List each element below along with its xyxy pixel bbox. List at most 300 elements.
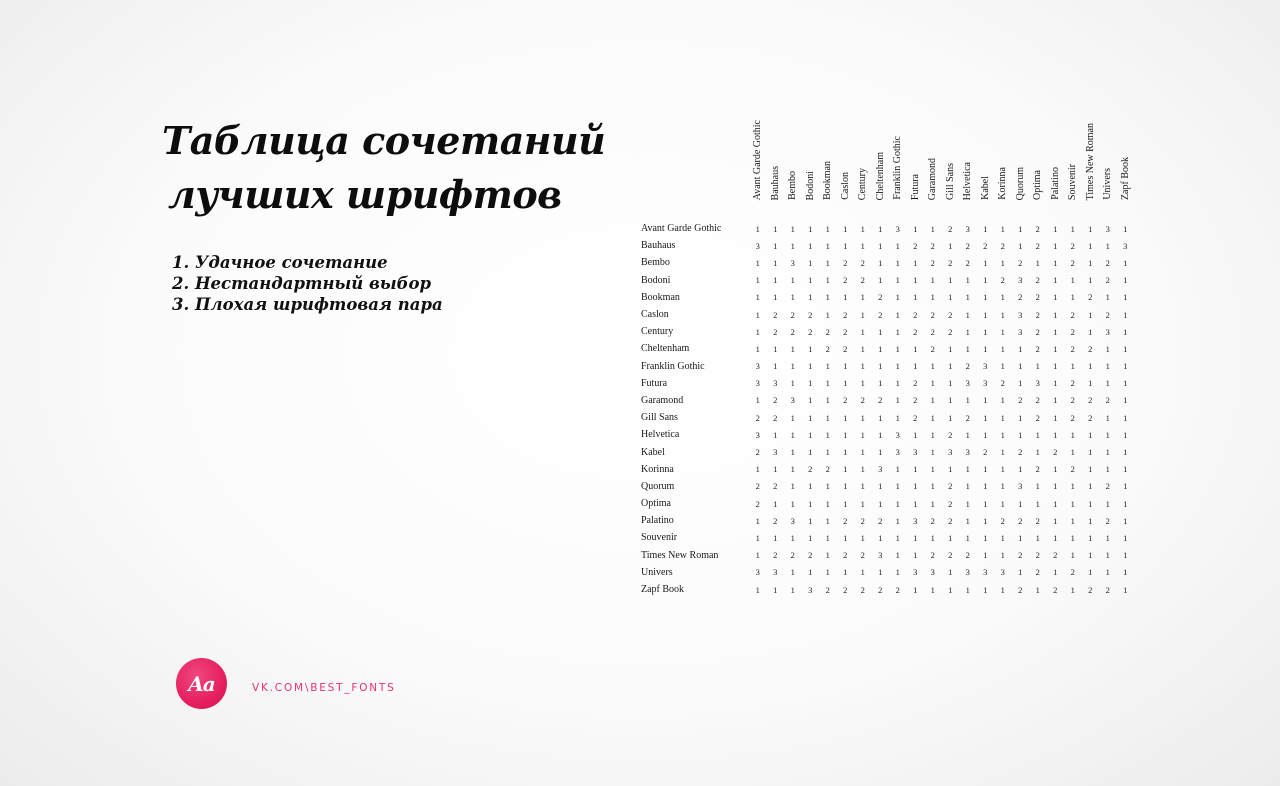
pair-score-cell: 3 <box>1105 326 1110 337</box>
pair-score-cell: 2 <box>755 447 760 458</box>
pair-score-cell: 2 <box>825 584 830 595</box>
pair-score-cell: 2 <box>1018 584 1023 595</box>
row-header: Futura <box>641 377 668 389</box>
pair-score-cell: 1 <box>948 464 953 475</box>
pair-score-cell: 2 <box>1035 464 1040 475</box>
pair-score-cell: 2 <box>930 343 935 354</box>
pair-score-cell: 3 <box>773 447 778 458</box>
pair-score-cell: 2 <box>913 395 918 406</box>
pair-score-cell: 3 <box>895 429 900 440</box>
table-row <box>638 358 1134 375</box>
pair-score-cell: 2 <box>913 309 918 320</box>
pair-score-cell: 1 <box>773 429 778 440</box>
table-row <box>638 478 1134 495</box>
pair-score-cell: 1 <box>895 257 900 268</box>
table-row <box>638 375 1134 392</box>
pair-score-cell: 2 <box>1105 395 1110 406</box>
pair-score-cell: 1 <box>878 223 883 234</box>
pair-score-cell: 1 <box>1053 292 1058 303</box>
pair-score-cell: 1 <box>790 464 795 475</box>
column-header <box>749 116 767 220</box>
pair-score-cell: 2 <box>1035 309 1040 320</box>
pair-score-cell: 3 <box>1018 275 1023 286</box>
row-header: Avant Garde Gothic <box>641 223 722 235</box>
pair-score-cell: 1 <box>1070 275 1075 286</box>
pair-score-cell: 1 <box>825 257 830 268</box>
row-header: Helvetica <box>641 429 680 441</box>
pair-score-cell: 1 <box>1105 532 1110 543</box>
pair-score-cell: 1 <box>1053 395 1058 406</box>
pair-score-cell: 1 <box>843 240 848 251</box>
pair-score-cell: 1 <box>895 567 900 578</box>
pair-score-cell: 1 <box>913 481 918 492</box>
column-header-label: Avant Garde Gothic <box>752 119 764 200</box>
column-header-label: Gill Sans <box>944 163 956 200</box>
pair-score-cell: 1 <box>878 275 883 286</box>
pair-score-cell: 1 <box>913 343 918 354</box>
pair-score-cell: 3 <box>930 567 935 578</box>
pair-score-cell: 1 <box>913 257 918 268</box>
column-header <box>872 116 890 220</box>
pair-score-cell: 1 <box>790 378 795 389</box>
pair-score-cell: 1 <box>808 257 813 268</box>
pair-score-cell: 1 <box>913 532 918 543</box>
pair-score-cell: 1 <box>755 275 760 286</box>
pair-score-cell: 2 <box>948 326 953 337</box>
column-header-label: Futura <box>909 173 921 200</box>
pair-score-cell: 2 <box>1018 550 1023 561</box>
pair-score-cell: 1 <box>878 567 883 578</box>
pair-score-cell: 2 <box>965 240 970 251</box>
pair-score-cell: 1 <box>895 481 900 492</box>
pair-score-cell: 2 <box>1035 567 1040 578</box>
pair-score-cell: 1 <box>930 395 935 406</box>
pair-score-cell: 1 <box>825 292 830 303</box>
row-header: Palatino <box>641 515 674 527</box>
pair-score-cell: 1 <box>983 532 988 543</box>
column-header <box>942 116 960 220</box>
table-row <box>638 564 1134 581</box>
pair-score-cell: 3 <box>913 515 918 526</box>
column-header-label: Kabel <box>979 176 991 200</box>
pair-score-cell: 1 <box>983 584 988 595</box>
pair-score-cell: 1 <box>1018 429 1023 440</box>
pair-score-cell: 1 <box>1123 395 1128 406</box>
pair-score-cell: 1 <box>930 584 935 595</box>
pair-score-cell: 1 <box>965 395 970 406</box>
pair-score-cell: 1 <box>1053 309 1058 320</box>
pair-score-cell: 2 <box>1088 292 1093 303</box>
pair-score-cell: 1 <box>1123 309 1128 320</box>
pair-score-cell: 1 <box>860 498 865 509</box>
pair-score-cell: 3 <box>755 361 760 372</box>
pair-score-cell: 1 <box>1053 361 1058 372</box>
pair-score-cell: 2 <box>773 309 778 320</box>
pair-score-cell: 1 <box>1070 447 1075 458</box>
pair-score-cell: 2 <box>948 223 953 234</box>
pair-score-cell: 1 <box>1070 532 1075 543</box>
pair-score-cell: 1 <box>1105 464 1110 475</box>
pair-score-cell: 1 <box>1123 378 1128 389</box>
table-row <box>638 340 1134 357</box>
pair-score-cell: 1 <box>755 292 760 303</box>
pair-score-cell: 1 <box>843 361 848 372</box>
pair-score-cell: 1 <box>790 584 795 595</box>
pair-score-cell: 1 <box>965 515 970 526</box>
pair-score-cell: 1 <box>755 395 760 406</box>
pair-score-cell: 1 <box>1053 343 1058 354</box>
pair-score-cell: 3 <box>983 567 988 578</box>
pair-score-cell: 1 <box>1035 429 1040 440</box>
pair-score-cell: 2 <box>825 326 830 337</box>
column-header <box>1099 116 1117 220</box>
pair-score-cell: 1 <box>808 240 813 251</box>
legend-list <box>172 252 443 315</box>
pair-score-cell: 1 <box>1088 429 1093 440</box>
row-header: Bookman <box>641 291 680 303</box>
pair-score-cell: 1 <box>983 395 988 406</box>
pair-score-cell: 2 <box>878 584 883 595</box>
column-header <box>994 116 1012 220</box>
column-header-label: Helvetica <box>962 161 974 200</box>
pair-score-cell: 1 <box>1000 464 1005 475</box>
pair-score-cell: 1 <box>860 412 865 423</box>
pair-score-cell: 1 <box>930 429 935 440</box>
pair-score-cell: 3 <box>790 515 795 526</box>
pair-score-cell: 2 <box>930 309 935 320</box>
pair-score-cell: 1 <box>1018 223 1023 234</box>
pair-score-cell: 2 <box>755 412 760 423</box>
pair-score-cell: 1 <box>965 292 970 303</box>
pair-score-cell: 3 <box>1105 223 1110 234</box>
pair-score-cell: 1 <box>1035 532 1040 543</box>
pair-score-cell: 1 <box>825 567 830 578</box>
pair-score-cell: 1 <box>843 447 848 458</box>
pair-score-cell: 2 <box>1070 412 1075 423</box>
pair-score-cell: 1 <box>1088 257 1093 268</box>
row-header: Bembo <box>641 257 670 269</box>
pair-score-cell: 3 <box>878 464 883 475</box>
pair-score-cell: 2 <box>843 257 848 268</box>
table-row <box>638 443 1134 460</box>
pair-score-cell: 1 <box>860 361 865 372</box>
pair-score-cell: 1 <box>930 223 935 234</box>
row-header: Franklin Gothic <box>641 360 705 372</box>
pair-score-cell: 3 <box>913 447 918 458</box>
pair-score-cell: 2 <box>1088 395 1093 406</box>
pair-score-cell: 2 <box>965 550 970 561</box>
row-header: Bodoni <box>641 274 671 286</box>
pair-score-cell: 2 <box>1105 309 1110 320</box>
pair-score-cell: 1 <box>825 361 830 372</box>
pair-score-cell: 3 <box>895 447 900 458</box>
pair-score-cell: 1 <box>983 309 988 320</box>
pair-score-cell: 1 <box>808 395 813 406</box>
pair-score-cell: 3 <box>1035 378 1040 389</box>
pair-score-cell: 1 <box>1123 532 1128 543</box>
pair-score-cell: 2 <box>983 240 988 251</box>
pair-score-cell: 2 <box>773 395 778 406</box>
pair-score-cell: 1 <box>1053 378 1058 389</box>
pair-score-cell: 1 <box>1053 515 1058 526</box>
pair-score-cell: 1 <box>913 275 918 286</box>
column-header-label: Times New Roman <box>1084 122 1096 200</box>
pair-score-cell: 1 <box>773 584 778 595</box>
pair-score-cell: 2 <box>1070 240 1075 251</box>
pair-score-cell: 1 <box>983 481 988 492</box>
pair-score-cell: 3 <box>1123 240 1128 251</box>
pair-score-cell: 1 <box>1105 567 1110 578</box>
pair-score-cell: 2 <box>930 550 935 561</box>
table-row <box>638 512 1134 529</box>
pair-score-cell: 1 <box>755 550 760 561</box>
table-header-row <box>638 116 1134 220</box>
pair-score-cell: 1 <box>948 292 953 303</box>
pair-score-cell: 1 <box>1053 223 1058 234</box>
pair-score-cell: 1 <box>825 429 830 440</box>
column-header <box>1012 116 1030 220</box>
pair-score-cell: 1 <box>825 395 830 406</box>
pair-score-cell: 1 <box>930 481 935 492</box>
pair-score-cell: 2 <box>843 515 848 526</box>
pair-score-cell: 2 <box>878 309 883 320</box>
pair-score-cell: 2 <box>773 550 778 561</box>
pair-score-cell: 2 <box>913 378 918 389</box>
pair-score-cell: 1 <box>808 378 813 389</box>
pair-score-cell: 1 <box>878 343 883 354</box>
pair-score-cell: 1 <box>808 498 813 509</box>
pair-score-cell: 1 <box>790 223 795 234</box>
pair-score-cell: 3 <box>755 429 760 440</box>
pair-score-cell: 3 <box>1018 326 1023 337</box>
column-header <box>802 116 820 220</box>
pair-score-cell: 1 <box>948 395 953 406</box>
pair-score-cell: 1 <box>1123 326 1128 337</box>
column-header-label: Palatino <box>1049 167 1061 200</box>
pair-score-cell: 1 <box>983 550 988 561</box>
row-header: Korinna <box>641 463 674 475</box>
pair-score-cell: 2 <box>983 447 988 458</box>
pair-score-cell: 1 <box>913 498 918 509</box>
legend-item-bad: 3. Плохая шрифтовая пара <box>172 295 443 314</box>
pair-score-cell: 1 <box>965 309 970 320</box>
pair-score-cell: 1 <box>1088 361 1093 372</box>
pair-score-cell: 1 <box>755 532 760 543</box>
column-header <box>1029 116 1047 220</box>
pair-score-cell: 1 <box>895 464 900 475</box>
pair-score-cell: 1 <box>1053 429 1058 440</box>
column-header <box>819 116 837 220</box>
pair-score-cell: 2 <box>843 343 848 354</box>
row-header: Gill Sans <box>641 412 678 424</box>
pair-score-cell: 2 <box>1035 515 1040 526</box>
pair-score-cell: 1 <box>1123 567 1128 578</box>
pair-score-cell: 1 <box>1000 412 1005 423</box>
pair-score-cell: 1 <box>983 464 988 475</box>
column-header <box>977 116 995 220</box>
pair-score-cell: 1 <box>808 447 813 458</box>
pair-score-cell: 1 <box>808 343 813 354</box>
pair-score-cell: 2 <box>1070 309 1075 320</box>
pair-score-cell: 2 <box>878 292 883 303</box>
pair-score-cell: 1 <box>913 223 918 234</box>
title-line-1: Таблица сочетаний <box>162 118 606 163</box>
pair-score-cell: 1 <box>983 515 988 526</box>
pair-score-cell: 1 <box>930 412 935 423</box>
pair-score-cell: 2 <box>843 395 848 406</box>
pair-score-cell: 1 <box>1105 378 1110 389</box>
pair-score-cell: 2 <box>790 309 795 320</box>
pair-score-cell: 2 <box>913 412 918 423</box>
pair-score-cell: 3 <box>965 447 970 458</box>
pair-score-cell: 1 <box>1000 309 1005 320</box>
pair-score-cell: 1 <box>843 481 848 492</box>
column-header-label: Zapf Book <box>1119 156 1131 200</box>
pair-score-cell: 1 <box>1000 326 1005 337</box>
pair-score-cell: 1 <box>983 429 988 440</box>
column-header <box>1064 116 1082 220</box>
pair-score-cell: 2 <box>1035 326 1040 337</box>
pair-score-cell: 1 <box>1000 361 1005 372</box>
pair-score-cell: 1 <box>1053 412 1058 423</box>
pair-score-cell: 2 <box>825 343 830 354</box>
table-row <box>638 409 1134 426</box>
pair-score-cell: 1 <box>825 275 830 286</box>
title-line-2: лучших шрифтов <box>168 172 562 217</box>
pair-score-cell: 1 <box>965 343 970 354</box>
pair-score-cell: 1 <box>1070 498 1075 509</box>
pair-score-cell: 1 <box>878 326 883 337</box>
pair-score-cell: 1 <box>825 309 830 320</box>
pair-score-cell: 1 <box>860 532 865 543</box>
pair-score-cell: 1 <box>1053 275 1058 286</box>
pair-score-cell: 2 <box>825 464 830 475</box>
pair-score-cell: 2 <box>843 584 848 595</box>
pair-score-cell: 1 <box>965 326 970 337</box>
pair-score-cell: 1 <box>860 309 865 320</box>
table-row <box>638 289 1134 306</box>
pair-score-cell: 1 <box>1018 361 1023 372</box>
pair-score-cell: 1 <box>1000 343 1005 354</box>
column-header <box>1082 116 1100 220</box>
pair-score-cell: 1 <box>1000 584 1005 595</box>
pair-score-cell: 1 <box>965 429 970 440</box>
brand-link[interactable]: VK.COM\BEST_FONTS <box>252 682 396 694</box>
pair-score-cell: 3 <box>1000 567 1005 578</box>
pair-score-cell: 2 <box>1070 378 1075 389</box>
pair-score-cell: 1 <box>1070 429 1075 440</box>
pair-score-cell: 1 <box>825 447 830 458</box>
pair-score-cell: 1 <box>808 515 813 526</box>
pair-score-cell: 1 <box>843 223 848 234</box>
pair-score-cell: 1 <box>860 292 865 303</box>
pair-score-cell: 2 <box>1053 584 1058 595</box>
column-header-label: Bauhaus <box>769 165 781 200</box>
pair-score-cell: 2 <box>1035 343 1040 354</box>
pair-score-cell: 1 <box>790 292 795 303</box>
pair-score-cell: 1 <box>895 309 900 320</box>
table-row <box>638 306 1134 323</box>
column-header <box>837 116 855 220</box>
pair-score-cell: 1 <box>1070 223 1075 234</box>
column-header <box>784 116 802 220</box>
pair-score-cell: 1 <box>773 223 778 234</box>
brand-logo[interactable] <box>176 658 227 709</box>
pair-score-cell: 1 <box>1088 447 1093 458</box>
pair-score-cell: 2 <box>1105 481 1110 492</box>
table-row <box>638 529 1134 546</box>
pair-score-cell: 3 <box>983 378 988 389</box>
pair-score-cell: 1 <box>1123 223 1128 234</box>
pair-score-cell: 1 <box>1035 361 1040 372</box>
pair-score-cell: 1 <box>860 378 865 389</box>
row-header: Bauhaus <box>641 240 676 252</box>
pair-score-cell: 1 <box>895 515 900 526</box>
pair-score-cell: 1 <box>948 343 953 354</box>
pair-score-cell: 1 <box>948 584 953 595</box>
pair-score-cell: 2 <box>860 275 865 286</box>
pair-score-cell: 1 <box>895 275 900 286</box>
pair-score-cell: 1 <box>1123 550 1128 561</box>
pair-score-cell: 1 <box>1053 257 1058 268</box>
pair-score-cell: 2 <box>930 515 935 526</box>
pair-score-cell: 1 <box>983 343 988 354</box>
pair-score-cell: 1 <box>1035 257 1040 268</box>
pair-score-cell: 1 <box>1070 481 1075 492</box>
pair-score-cell: 1 <box>1105 292 1110 303</box>
pair-score-cell: 1 <box>878 532 883 543</box>
row-header: Quorum <box>641 480 675 492</box>
pair-score-cell: 1 <box>1088 567 1093 578</box>
pair-score-cell: 2 <box>1035 223 1040 234</box>
pair-score-cell: 1 <box>878 240 883 251</box>
row-header: Times New Roman <box>641 549 719 561</box>
pair-score-cell: 1 <box>1088 532 1093 543</box>
pair-score-cell: 1 <box>755 257 760 268</box>
pair-score-cell: 2 <box>1018 292 1023 303</box>
pair-score-cell: 1 <box>790 447 795 458</box>
pair-score-cell: 1 <box>1018 240 1023 251</box>
pair-score-cell: 2 <box>1105 584 1110 595</box>
pair-score-cell: 1 <box>1088 498 1093 509</box>
pair-score-cell: 3 <box>965 223 970 234</box>
pair-score-cell: 1 <box>1088 309 1093 320</box>
pair-score-cell: 2 <box>948 429 953 440</box>
column-header <box>1117 116 1135 220</box>
pair-score-cell: 1 <box>860 464 865 475</box>
pair-score-cell: 1 <box>1000 257 1005 268</box>
column-header-label: Quorum <box>1014 166 1026 200</box>
pair-score-cell: 2 <box>860 550 865 561</box>
column-header-label: Bodoni <box>804 170 816 200</box>
table-row <box>638 581 1134 598</box>
pair-score-cell: 1 <box>1123 429 1128 440</box>
pair-score-cell: 1 <box>860 447 865 458</box>
pair-score-cell: 1 <box>1088 481 1093 492</box>
pair-score-cell: 1 <box>983 412 988 423</box>
table-row <box>638 392 1134 409</box>
row-header: Univers <box>641 566 673 578</box>
pair-score-cell: 1 <box>773 292 778 303</box>
pair-score-cell: 1 <box>1035 584 1040 595</box>
column-header-label: Bookman <box>822 161 834 200</box>
pair-score-cell: 1 <box>773 464 778 475</box>
pair-score-cell: 1 <box>790 429 795 440</box>
pair-score-cell: 2 <box>1070 343 1075 354</box>
pair-score-cell: 1 <box>1070 550 1075 561</box>
pair-score-cell: 3 <box>790 395 795 406</box>
pair-score-cell: 1 <box>1105 429 1110 440</box>
